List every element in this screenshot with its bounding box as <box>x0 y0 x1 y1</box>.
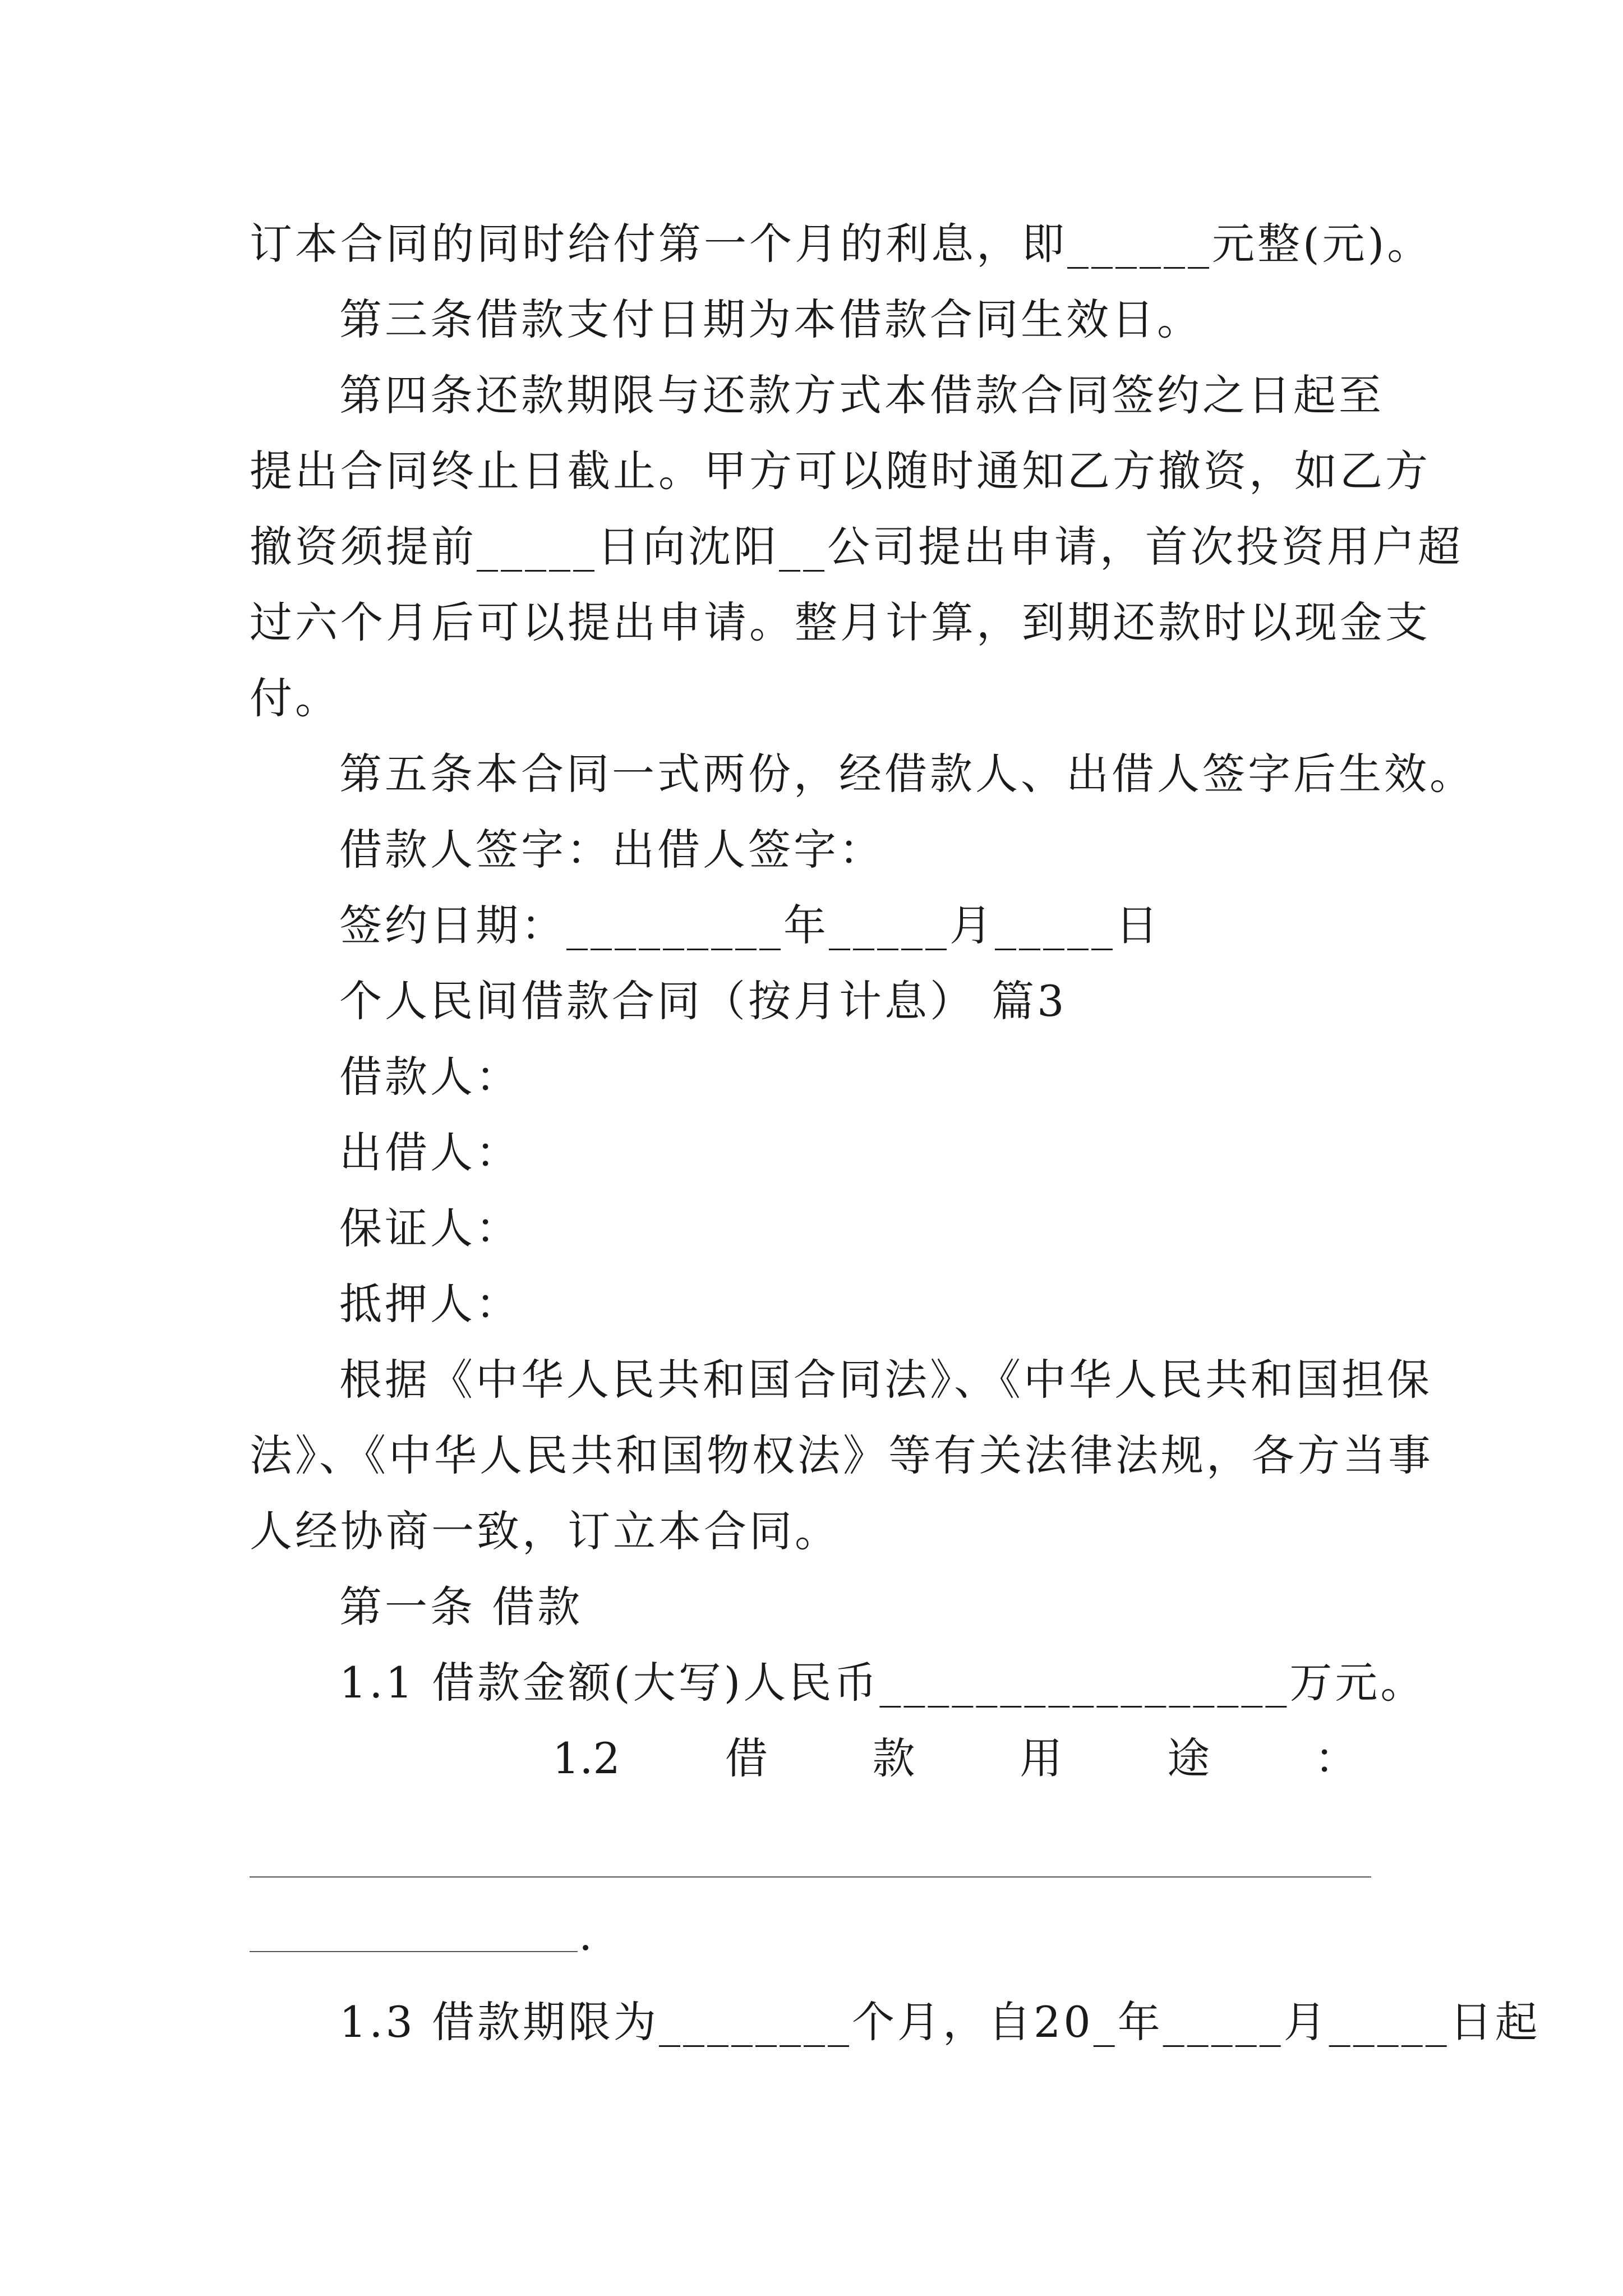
text-line: 第一条 借款 <box>339 1582 583 1632</box>
purpose-char: 借 <box>725 1733 768 1783</box>
text-line: 抵押人： <box>339 1279 521 1329</box>
text-line: 第五条本合同一式两份，经借款人、出借人签字后生效。 <box>339 749 1475 799</box>
purpose-line <box>552 1731 1357 1787</box>
text-line: 第三条借款支付日期为本借款合同生效日。 <box>339 295 1202 344</box>
text-line: 出借人： <box>339 1128 521 1177</box>
text-line: 订本合同的同时给付第一个月的利息，即______元整(元)。 <box>250 219 1433 269</box>
text-line: 借款人： <box>339 1052 521 1102</box>
text-line: 付。 <box>250 673 340 723</box>
clause-number: 1.2 <box>552 1733 620 1783</box>
blank-underline <box>250 1951 578 1952</box>
text-line: 法》、《中华人民共和国物权法》等有关法律法规，各方当事 <box>250 1430 1433 1480</box>
text-line: 人经协商一致，订立本合同。 <box>250 1506 840 1556</box>
blank-underline <box>250 1876 1371 1878</box>
purpose-char: 途 <box>1167 1733 1210 1783</box>
purpose-char: 用 <box>1020 1733 1063 1783</box>
text-line: 撤资须提前_____日向沈阳__公司提出申请，首次投资用户超 <box>250 522 1463 572</box>
text-line: 过六个月后可以提出申请。整月计算，到期还款时以现金支 <box>250 597 1431 647</box>
text-line: 1.1 借款金额(大写)人民币_________________万元。 <box>339 1658 1426 1708</box>
text-line: 1.3 借款期限为________个月，自20_年_____月_____日起 <box>339 1997 1541 2047</box>
text-line: 签约日期：_________年_____月_____日 <box>339 900 1161 950</box>
text-line: 借款人签字：出借人签字： <box>339 825 884 875</box>
blank-end-period: . <box>579 1910 593 1960</box>
text-line: 保证人： <box>339 1203 521 1253</box>
text-line: 第四条还款期限与还款方式本借款合同签约之日起至 <box>339 370 1384 420</box>
text-line: 根据《中华人民共和国合同法》、《中华人民共和国担保 <box>339 1355 1432 1405</box>
section-heading: 个人民间借款合同（按月计息） 篇3 <box>339 976 1067 1026</box>
purpose-char: ： <box>1314 1733 1357 1783</box>
text-line: 提出合同终止日截止。甲方可以随时通知乙方撤资，如乙方 <box>250 446 1431 496</box>
purpose-char: 款 <box>872 1733 915 1783</box>
